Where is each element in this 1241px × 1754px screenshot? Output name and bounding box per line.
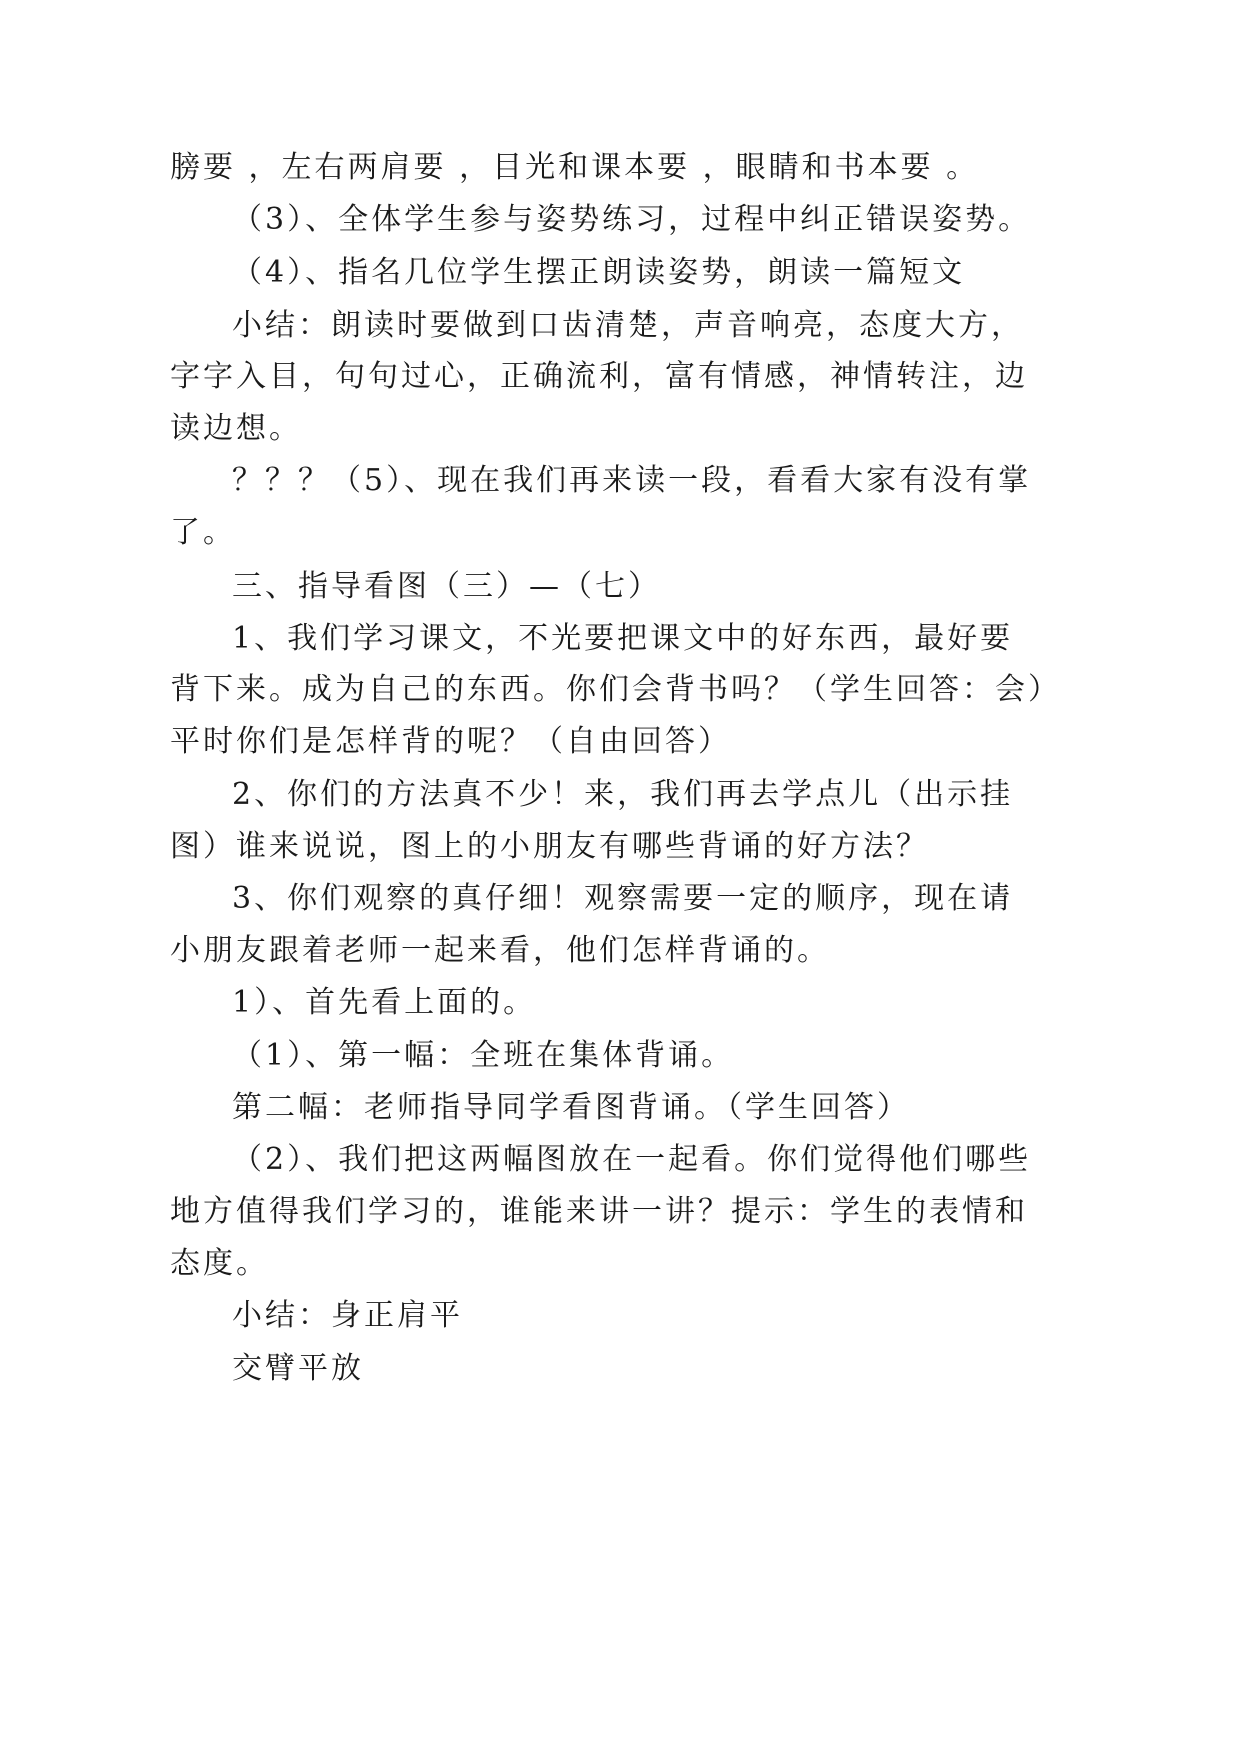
text-line: 1）、首先看上面的。: [232, 985, 537, 1020]
section-heading: 三、指导看图（三）—（七）: [232, 569, 661, 604]
text-line: 小朋友跟着老师一起来看，他们怎样背诵的。: [170, 933, 830, 968]
text-line: 小结：身正肩平: [232, 1298, 463, 1333]
text-line: 字字入目，句句过心，正确流利，富有情感，神情转注，边: [170, 359, 1028, 394]
text-line: （4）、指名几位学生摆正朗读姿势，朗读一篇短文: [232, 255, 966, 290]
text-line: 1、我们学习课文，不光要把课文中的好东西，最好要: [232, 621, 1014, 656]
text-line: 2、你们的方法真不少！来，我们再去学点儿（出示挂: [232, 777, 1014, 812]
text-line: （3）、全体学生参与姿势练习，过程中纠正错误姿势。: [232, 202, 1032, 237]
text-line: 读边想。: [170, 411, 302, 446]
text-line: （1）、第一幅：全班在集体背诵。: [232, 1038, 735, 1073]
text-line: 交臂平放: [232, 1351, 364, 1386]
text-line: 小结：朗读时要做到口齿清楚，声音响亮，态度大方，: [232, 308, 1024, 343]
text-line: 背下来。成为自己的东西。你们会背书吗？（学生回答：会）: [170, 672, 1061, 707]
text-line: 态度。: [170, 1246, 269, 1281]
text-line: 3、你们观察的真仔细！观察需要一定的顺序，现在请: [232, 881, 1014, 916]
text-line: 了。: [170, 515, 236, 550]
text-line: 图）谁来说说，图上的小朋友有哪些背诵的好方法？: [170, 829, 929, 864]
text-line: 平时你们是怎样背的呢？（自由回答）: [170, 724, 731, 759]
text-line: ？？？（5）、现在我们再来读一段，看看大家有没有掌: [232, 463, 1032, 498]
text-line: 地方值得我们学习的，谁能来讲一讲？提示：学生的表情和: [170, 1194, 1028, 1229]
text-line: （2）、我们把这两幅图放在一起看。你们觉得他们哪些: [232, 1142, 1032, 1177]
text-line: 膀要 ，左右两肩要 ，目光和课本要 ，眼睛和书本要 。: [170, 150, 980, 185]
text-line: 第二幅：老师指导同学看图背诵。（学生回答）: [232, 1090, 910, 1125]
